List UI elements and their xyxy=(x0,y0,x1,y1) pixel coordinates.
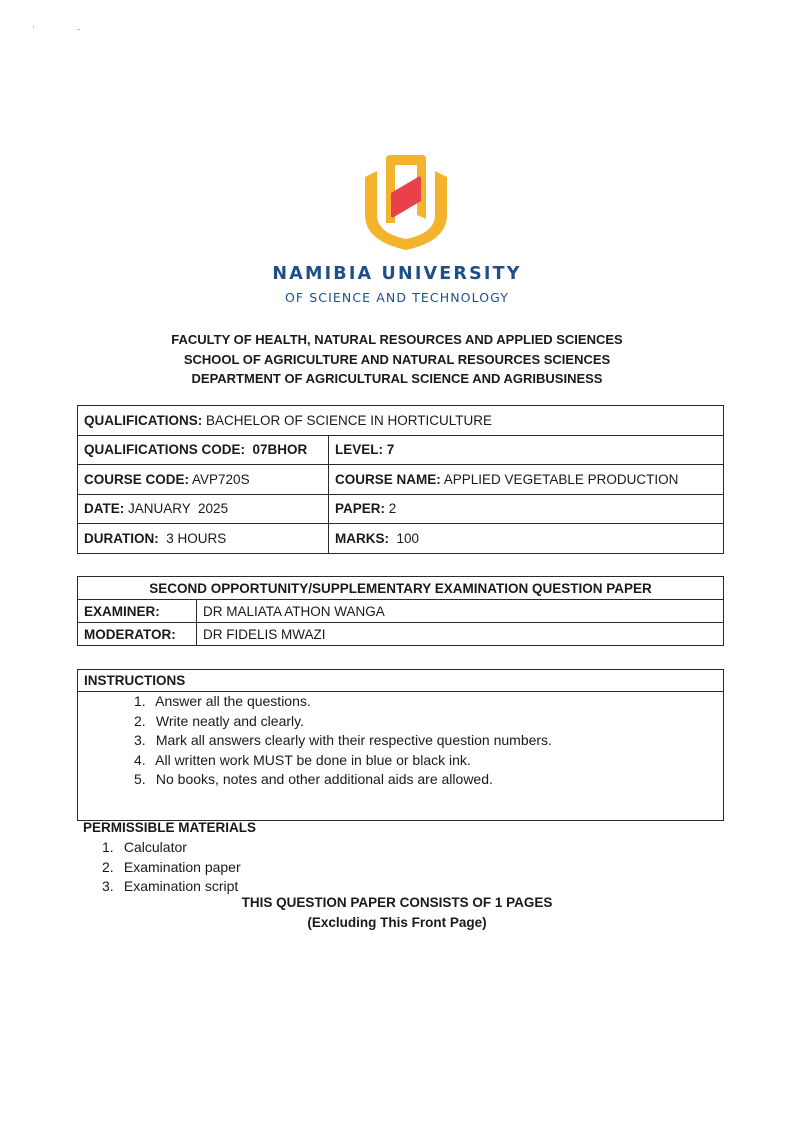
school-name: SCHOOL OF AGRICULTURE AND NATURAL RESOURCES SCIENCES xyxy=(183,351,611,367)
course-code-value: AVP720S xyxy=(192,471,250,487)
table-row xyxy=(78,435,724,465)
page-count-excluding: (Excluding This Front Page) xyxy=(307,915,487,930)
table-row xyxy=(78,406,724,436)
item-number: 2. xyxy=(134,712,146,729)
date-cell xyxy=(78,494,329,524)
list-item xyxy=(78,692,723,712)
item-number: 3. xyxy=(102,878,114,895)
course-name-value: APPLIED VEGETABLE PRODUCTION xyxy=(443,471,679,487)
qualifications-code-value: 07BHOR xyxy=(252,442,308,458)
permissible-materials-list xyxy=(102,838,241,897)
item-text: No books, notes and other additional aids are allowed. xyxy=(155,771,493,788)
institution-header xyxy=(0,330,794,389)
university-subtitle: OF SCIENCE AND TECHNOLOGY xyxy=(284,290,510,305)
table-row xyxy=(78,465,724,495)
instructions-list xyxy=(78,692,723,790)
item-number: 3. xyxy=(134,732,146,749)
list-item xyxy=(102,858,241,878)
marks-cell xyxy=(329,524,724,554)
qualifications-cell xyxy=(78,406,724,436)
item-text: Examination paper xyxy=(123,858,241,875)
list-item xyxy=(78,731,723,751)
duration-cell xyxy=(78,524,329,554)
exam-title: SECOND OPPORTUNITY/SUPPLEMENTARY EXAMINATION QUESTION PAPER xyxy=(78,577,724,600)
page-count-note xyxy=(0,893,794,933)
scan-speck xyxy=(77,29,80,30)
marks-value: 100 xyxy=(396,530,420,546)
item-text: Answer all the questions. xyxy=(155,693,311,709)
examiner-value: DR MALIATA ATHON WANGA xyxy=(197,600,724,623)
item-text: All written work MUST be done in blue or black ink. xyxy=(155,751,471,768)
item-text: Calculator xyxy=(123,839,187,855)
table-row xyxy=(78,577,724,600)
item-number: 5. xyxy=(134,771,146,788)
moderator-value: DR FIDELIS MWAZI xyxy=(197,623,724,646)
university-logo-icon xyxy=(361,153,451,251)
paper-label: PAPER: xyxy=(335,501,386,517)
moderator-label: MODERATOR: xyxy=(78,623,197,646)
course-name-cell xyxy=(329,465,724,495)
instructions-title: INSTRUCTIONS xyxy=(78,670,723,692)
list-item xyxy=(78,712,723,732)
instructions-box xyxy=(77,669,724,821)
date-value: JANUARY 2025 xyxy=(128,501,229,517)
permissible-materials-title: PERMISSIBLE MATERIALS xyxy=(83,820,257,835)
level-value: 7 xyxy=(386,442,395,458)
duration-value: 3 HOURS xyxy=(166,530,227,546)
table-row xyxy=(78,494,724,524)
course-code-label: COURSE CODE: xyxy=(84,471,190,487)
department-name: DEPARTMENT OF AGRICULTURAL SCIENCE AND AGRIBUSINESS xyxy=(191,371,603,386)
item-text: Mark all answers clearly with their respective question numbers. xyxy=(155,732,552,749)
university-name: NAMIBIA UNIVERSITY xyxy=(272,264,522,284)
list-item xyxy=(78,770,723,790)
qualifications-label: QUALIFICATIONS: xyxy=(84,412,203,428)
course-info-table xyxy=(77,405,724,554)
exam-info-table xyxy=(77,576,724,646)
page-count-line: THIS QUESTION PAPER CONSISTS OF 1 PAGES xyxy=(241,895,553,910)
course-code-cell xyxy=(78,465,329,495)
paper-value: 2 xyxy=(388,501,397,517)
level-label: LEVEL: xyxy=(335,442,384,458)
qualifications-code-cell xyxy=(78,435,329,465)
date-label: DATE: xyxy=(84,501,125,517)
marks-label: MARKS: xyxy=(335,530,389,546)
table-row xyxy=(78,524,724,554)
faculty-name: FACULTY OF HEALTH, NATURAL RESOURCES AND APPLIED SCIENCES xyxy=(171,332,623,347)
course-name-label: COURSE NAME: xyxy=(335,471,441,487)
list-item xyxy=(102,838,241,858)
list-item xyxy=(78,751,723,771)
item-text: Examination script xyxy=(123,878,239,895)
duration-label: DURATION: xyxy=(84,530,159,546)
table-row xyxy=(78,623,724,646)
table-row xyxy=(78,600,724,623)
qualifications-value: BACHELOR OF SCIENCE IN HORTICULTURE xyxy=(206,412,493,428)
item-text: Write neatly and clearly. xyxy=(155,712,304,729)
item-number: 2. xyxy=(102,858,114,875)
scan-speck xyxy=(33,26,34,28)
paper-cell xyxy=(329,494,724,524)
item-number: 4. xyxy=(134,751,146,768)
item-number: 1. xyxy=(134,693,146,709)
examiner-label: EXAMINER: xyxy=(78,600,197,623)
level-cell xyxy=(329,435,724,465)
item-number: 1. xyxy=(102,839,114,855)
qualifications-code-label: QUALIFICATIONS CODE: xyxy=(84,442,245,458)
